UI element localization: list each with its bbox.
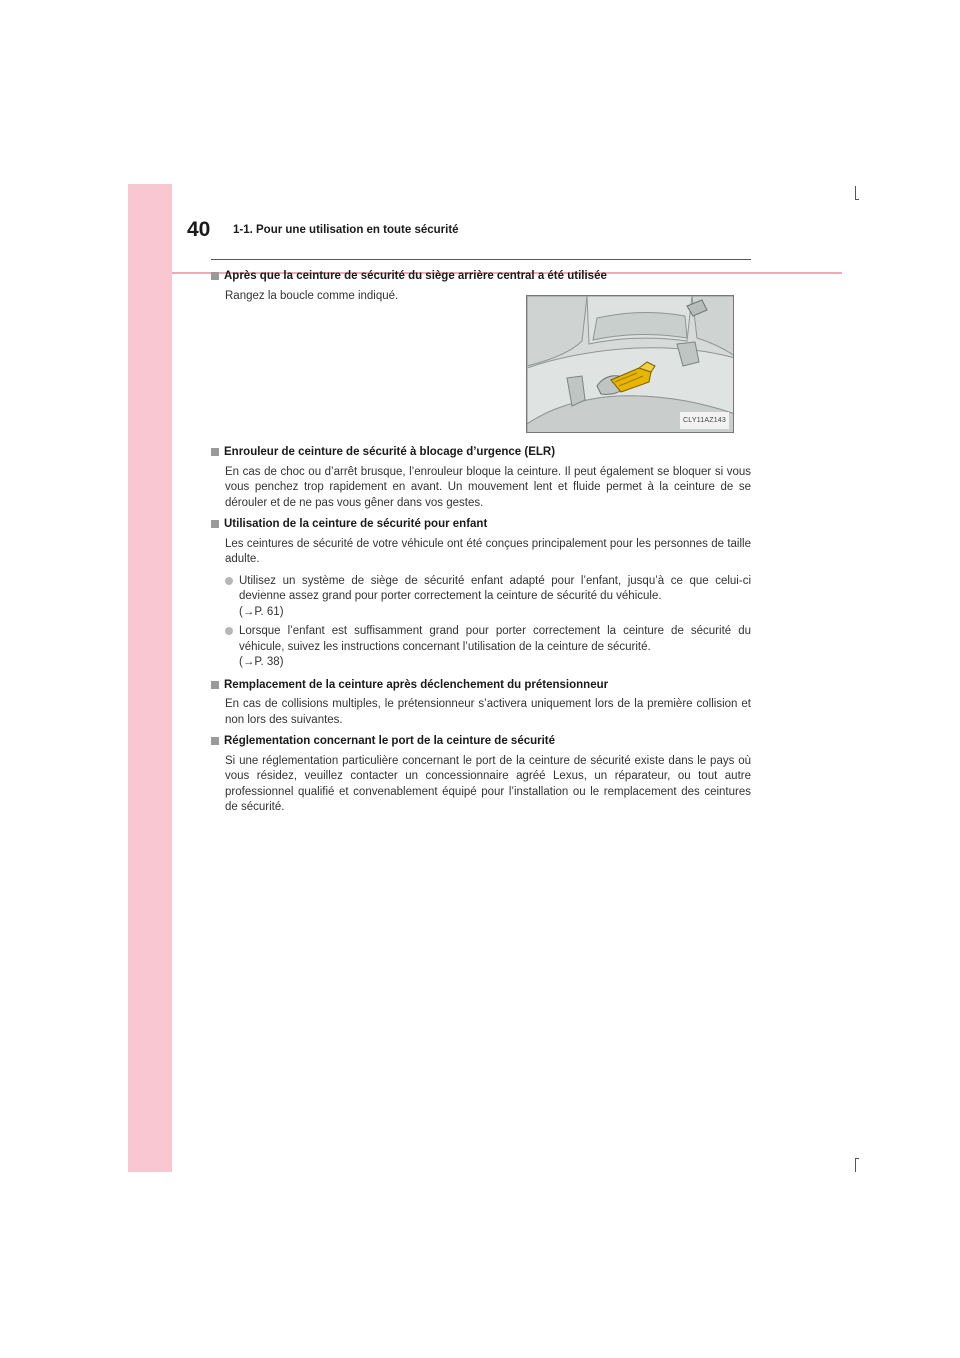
- section-regulations: [211, 734, 751, 816]
- section-paragraph: Rangez la boucle comme indiqué.: [225, 289, 399, 302]
- section-child-belt: [211, 517, 751, 678]
- bullet-text: Utilisez un système de siège de sécurité enfant adapté pour l’enfant, jusqu’à ce que celui-ci devienne assez grand pour porter correctement la ceinture de sécurité du véhicule.: [239, 574, 751, 602]
- square-bullet-icon: [211, 520, 219, 528]
- section-heading: [211, 269, 751, 285]
- rear-seat-buckle-illustration: [526, 295, 734, 433]
- bullet-item: [211, 624, 751, 671]
- heading-text: Remplacement de la ceinture après déclenchement du prétensionneur: [224, 678, 609, 691]
- square-bullet-icon: [211, 681, 219, 689]
- section-paragraph: Les ceintures de sécurité de votre véhicule ont été conçues principalement pour les personnes de taille adulte.: [225, 537, 751, 565]
- square-bullet-icon: [211, 448, 219, 456]
- section-paragraph: En cas de choc ou d’arrêt brusque, l’enrouleur bloque la ceinture. Il peut également se bloquer si vous vous penchez trop rapidement en avant. Un mouvement lent et fluide permet à la ceinture de se dérouler et de ne pas vous gêner dans vos gestes.: [225, 465, 751, 509]
- section-heading: [211, 517, 751, 533]
- section-after-center-belt: [211, 269, 751, 445]
- square-bullet-icon: [211, 272, 219, 280]
- section-heading: [211, 678, 751, 694]
- square-bullet-icon: [211, 737, 219, 745]
- section-pretensioner: [211, 678, 751, 729]
- section-heading: [211, 734, 751, 750]
- bullet-text: Lorsque l’enfant est suffisamment grand pour porter correctement la ceinture de sécurité du véhicule, suivez les instructions concernant l’utilisation de la ceinture de sécurité.: [239, 625, 751, 653]
- page-content: [211, 269, 751, 822]
- round-bullet-icon: [225, 577, 233, 585]
- section-elr: [211, 445, 751, 511]
- crop-mark-bottom: [855, 1158, 856, 1172]
- heading-text: Après que la ceinture de sécurité du siège arrière central a été utilisée: [224, 270, 607, 282]
- bullet-item: [211, 574, 751, 621]
- heading-text: Réglementation concernant le port de la ceinture de sécurité: [224, 735, 556, 747]
- crop-mark-top: [855, 186, 856, 200]
- section-title: 1-1. Pour une utilisation en toute sécurité: [233, 224, 459, 236]
- section-heading: [211, 445, 751, 461]
- figure-code: CLY11AZ143: [680, 412, 729, 430]
- section-paragraph: En cas de collisions multiples, le prétensionneur s’activera uniquement lors de la première collision et non lors des suivantes.: [225, 698, 751, 726]
- heading-text: Utilisation de la ceinture de sécurité pour enfant: [224, 518, 488, 530]
- section-paragraph: Si une réglementation particulière concernant le port de la ceinture de sécurité existe dans le pays où vous résidez, veuillez contacter un concessionnaire agréé Lexus, un réparateur, ou tout autre professionnel qualifié et convenablement équipé pour l’installation ou le remplacement des ceintures de sécurité.: [225, 754, 751, 813]
- chapter-side-band: [128, 184, 172, 1172]
- page-number: 40: [187, 218, 211, 241]
- content-rule: [211, 259, 751, 260]
- page-reference-link[interactable]: (→P. 61): [239, 605, 284, 618]
- heading-text: Enrouleur de ceinture de sécurité à blocage d’urgence (ELR): [224, 446, 556, 458]
- round-bullet-icon: [225, 627, 233, 635]
- page-reference-link[interactable]: (→P. 38): [239, 656, 284, 668]
